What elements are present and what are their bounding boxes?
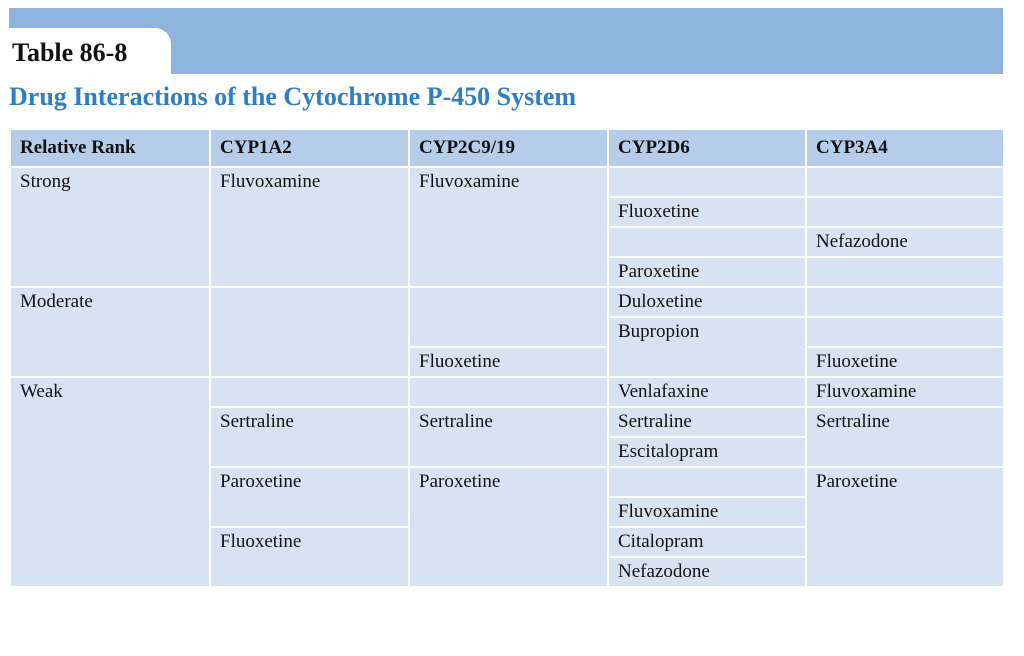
cell-cyp3a4: Fluoxetine bbox=[806, 347, 1004, 377]
header-bar bbox=[9, 8, 1003, 74]
table-row bbox=[10, 167, 1004, 197]
cell-cyp2c9: Fluvoxamine bbox=[409, 167, 608, 287]
rank-strong: Strong bbox=[10, 167, 210, 287]
cell-cyp3a4: Nefazodone bbox=[806, 227, 1004, 257]
cell-cyp2d6 bbox=[608, 467, 806, 497]
cell-cyp2d6: Duloxetine bbox=[608, 287, 806, 317]
cell-cyp2d6 bbox=[608, 227, 806, 257]
cell-cyp2d6: Sertraline bbox=[608, 407, 806, 437]
cell-cyp2c9: Fluoxetine bbox=[409, 347, 608, 377]
cell-cyp3a4 bbox=[806, 167, 1004, 197]
cell-cyp2c9: Paroxetine bbox=[409, 467, 608, 587]
cell-cyp1a2: Paroxetine bbox=[210, 467, 409, 527]
cell-cyp3a4 bbox=[806, 317, 1004, 347]
cell-cyp2c9 bbox=[409, 287, 608, 347]
cell-cyp1a2: Sertraline bbox=[210, 407, 409, 467]
cell-cyp3a4: Fluvoxamine bbox=[806, 377, 1004, 407]
column-header-cyp2c9: CYP2C9/19 bbox=[409, 129, 608, 167]
cell-cyp2d6: Citalopram bbox=[608, 527, 806, 557]
column-header-cyp2d6: CYP2D6 bbox=[608, 129, 806, 167]
column-header-cyp1a2: CYP1A2 bbox=[210, 129, 409, 167]
cell-cyp1a2: Fluoxetine bbox=[210, 527, 409, 587]
cell-cyp3a4 bbox=[806, 287, 1004, 317]
table-title: Drug Interactions of the Cytochrome P-450 System bbox=[9, 82, 577, 111]
cell-cyp3a4: Sertraline bbox=[806, 407, 1004, 467]
interaction-table bbox=[9, 128, 1005, 588]
cell-cyp2d6: Escitalopram bbox=[608, 437, 806, 467]
cell-cyp2c9 bbox=[409, 377, 608, 407]
rank-weak: Weak bbox=[10, 377, 210, 587]
column-header-cyp3a4: CYP3A4 bbox=[806, 129, 1004, 167]
cell-cyp2d6: Fluvoxamine bbox=[608, 497, 806, 527]
table-row bbox=[10, 287, 1004, 317]
table-row bbox=[10, 377, 1004, 407]
table-label: Table 86-8 bbox=[12, 38, 128, 67]
cell-cyp2d6 bbox=[608, 167, 806, 197]
cell-cyp3a4 bbox=[806, 197, 1004, 227]
column-header-rank: Relative Rank bbox=[10, 129, 210, 167]
cell-cyp2d6: Paroxetine bbox=[608, 257, 806, 287]
cell-cyp2d6: Fluoxetine bbox=[608, 197, 806, 227]
label-tab bbox=[9, 28, 171, 74]
cell-cyp1a2: Fluvoxamine bbox=[210, 167, 409, 287]
cell-cyp1a2 bbox=[210, 287, 409, 377]
cell-cyp2d6: Nefazodone bbox=[608, 557, 806, 587]
rank-moderate: Moderate bbox=[10, 287, 210, 377]
header-row bbox=[10, 129, 1004, 167]
cell-cyp2d6: Venlafaxine bbox=[608, 377, 806, 407]
cell-cyp3a4: Paroxetine bbox=[806, 467, 1004, 587]
cell-cyp2d6: Bupropion bbox=[608, 317, 806, 377]
cell-cyp1a2 bbox=[210, 377, 409, 407]
cell-cyp2c9: Sertraline bbox=[409, 407, 608, 467]
cell-cyp3a4 bbox=[806, 257, 1004, 287]
